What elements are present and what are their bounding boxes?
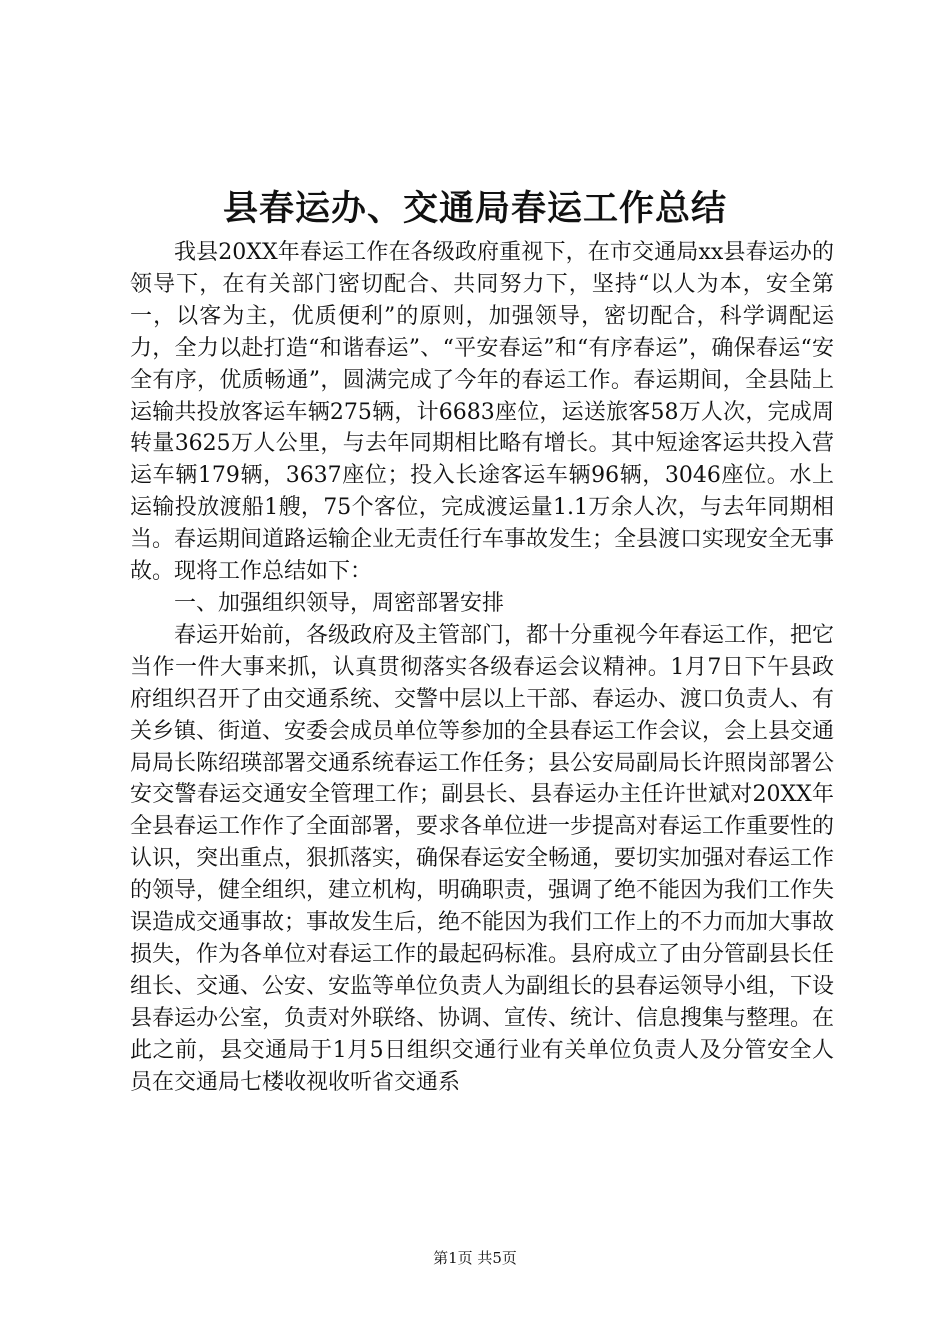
page-title: 县春运办、交通局春运工作总结 <box>222 188 727 229</box>
body-paragraph: 春运开始前，各级政府及主管部门，都十分重视今年春运工作，把它当作一件大事来抓，认真贯彻落实各级春运会议精神。1月7日下午县政府组织召开了由交通系统、交警中层以上干部、春运办、渡口负责人、有关乡镇、街道、安委会成员单位等参加的全县春运工作会议，会上县交通局局长陈绍瑛部署交通系统春运工作任务；县公安局副局长许照岗部署公安交警春运交通安全管理工作；副县长、县春运办主任许世斌对20XX年全县春运工作作了全面部署，要求各单位进一步提高对春运工作重要性的认识，突出重点，狠抓落实，确保春运安全畅通，要切实加强对春运工作的领导，健全组织，建立机构，明确职责，强调了绝不能因为我们工作失误造成交通事故；事故发生后，绝不能因为我们工作上的不力而加大事故损失，作为各单位对春运工作的最起码标准。县府成立了由分管副县长任组长、交通、公安、安监等单位负责人为副组长的县春运领导小组，下设县春运办公室，负责对外联络、协调、宣传、统计、信息搜集与整理。在此之前，县交通局于1月5日组织交通行业有关单位负责人及分管安全人员在交通局七楼收视收听省交通系 <box>130 622 835 1095</box>
intro-paragraph: 我县20XX年春运工作在各级政府重视下，在市交通局xx县春运办的领导下，在有关部门密切配合、共同努力下，坚持“以人为本，安全第一，以客为主，优质便利”的原则，加强领导，密切配合，科学调配运力，全力以赴打造“和谐春运”、“平安春运”和“有序春运”，确保春运“安全有序，优质畅通”，圆满完成了今年的春运工作。春运期间，全县陆上运输共投放客运车辆275辆，计6683座位，运送旅客58万人次，完成周转量3625万人公里，与去年同期相比略有增长。其中短途客运共投入营运车辆179辆，3637座位；投入长途客运车辆96辆，3046座位。水上运输投放渡船1艘，75个客位，完成渡运量1.1万余人次，与去年同期相当。春运期间道路运输企业无责任行车事故发生；全县渡口实现安全无事故。现将工作总结如下： <box>130 240 835 585</box>
section-heading: 一、加强组织领导，周密部署安排 <box>174 590 505 616</box>
page-footer: 第1页 共5页 <box>433 1249 517 1267</box>
document-body <box>130 237 834 1098</box>
